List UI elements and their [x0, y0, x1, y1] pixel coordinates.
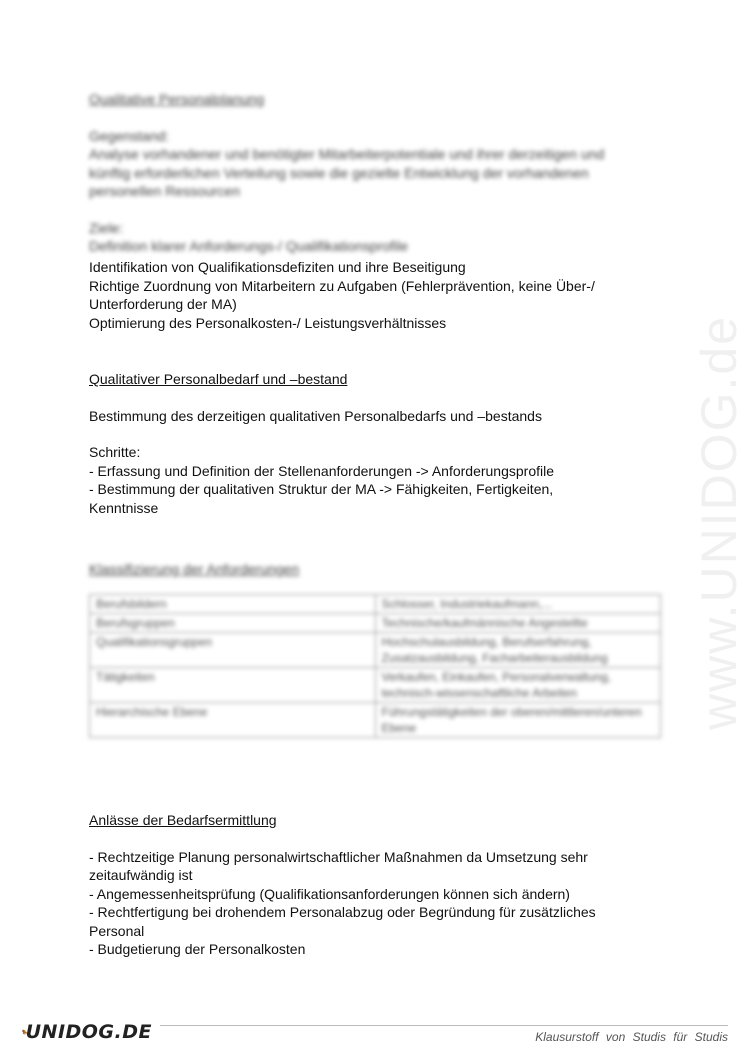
reason-item: - Budgetierung der Personalkosten — [89, 941, 306, 957]
footer-tagline: Klausurstoff von Studis für Studis — [535, 1030, 728, 1044]
table-cell: Hierarchische Ebene — [90, 703, 376, 738]
reason-item: - Rechtzeitige Planung personalwirtschaftlicher Maßnahmen da Umsetzung sehr — [89, 848, 588, 865]
table-cell: Qualifikationsgruppen — [90, 633, 376, 668]
ziele-blurred-line: Definition klarer Anforderungs-/ Qualifikationsprofile — [89, 238, 409, 254]
table-cell: Berufsgruppen — [90, 614, 376, 633]
gegenstand-line: künftig erforderlichen Verteilung sowie die gezielte Entwicklung der vorhandenen — [89, 164, 589, 181]
table-row — [90, 595, 661, 614]
table-cell: Schlosser, Industriekaufmann,... — [375, 595, 661, 614]
reason-item: - Angemessenheitsprüfung (Qualifikationsanforderungen können sich ändern) — [89, 885, 570, 902]
gegenstand-line: personellen Ressourcen — [89, 183, 240, 199]
reason-item: - Rechtfertigung bei drohendem Personalabzug oder Begründung für zusätzliches — [89, 904, 596, 920]
step-item: Kenntnisse — [89, 499, 159, 516]
step-item: - Erfassung und Definition der Stellenanforderungen -> Anforderungsprofile — [89, 462, 555, 479]
table-cell: Tätigkeiten — [90, 668, 376, 703]
ziele-item: Richtige Zuordnung von Mitarbeitern zu Aufgaben (Fehlerprävention, keine Über-/ — [89, 277, 595, 294]
table-row — [90, 633, 661, 668]
ziele-label: Ziele: — [89, 219, 124, 236]
reason-item: Personal — [89, 922, 145, 939]
gegenstand-label: Gegenstand: — [89, 127, 170, 144]
step-item: - Bestimmung der qualitativen Struktur der MA -> Fähigkeiten, Fertigkeiten, — [89, 481, 554, 497]
logo-text: UNIDOG.DE — [25, 1021, 152, 1043]
unidog-logo[interactable] — [22, 1012, 152, 1052]
table-cell: Verkaufen, Einkaufen, Personalverwaltung, technisch-wissenschaftliche Arbeiten — [375, 668, 661, 703]
ziele-list — [89, 258, 679, 332]
section-bedarfsermittlung — [89, 811, 679, 959]
ziele-item: Identifikation von Qualifikationsdefiziten und ihre Beseitigung — [89, 259, 466, 275]
requirements-table — [89, 594, 661, 738]
steps-label: Schritte: — [89, 444, 141, 460]
table-cell: Führungstätigkeiten der oberen/mittleren/unteren Ebene — [375, 703, 661, 738]
section-heading: Qualitativer Personalbedarf und –bestand — [89, 371, 348, 387]
table-cell: Technische/kaufmännische Angestellte — [375, 614, 661, 633]
section-qualitative-planung — [89, 90, 679, 256]
table-row — [90, 614, 661, 633]
section-personalbedarf — [89, 370, 679, 517]
table-row — [90, 703, 661, 738]
table-cell: Berufsbildern — [90, 595, 376, 614]
watermark: www.UNIDOG.de — [691, 315, 747, 730]
section-heading: Klassifizierung der Anforderungen — [89, 561, 300, 577]
ziele-item: Unterforderung der MA) — [89, 296, 237, 312]
ziele-item: Optimierung des Personalkosten-/ Leistungsverhältnisses — [89, 314, 447, 331]
section-intro: Bestimmung des derzeitigen qualitativen Personalbedarfs und –bestands — [89, 407, 542, 424]
section-heading: Anlässe der Bedarfsermittlung — [89, 812, 277, 828]
reason-item: zeitaufwändig ist — [89, 867, 193, 883]
section-klassifizierung — [89, 560, 679, 579]
section-heading: Qualitative Personalplanung — [89, 91, 265, 107]
gegenstand-line: Analyse vorhandener und benötigter Mitarbeiterpotentiale und ihrer derzeitigen und — [89, 146, 605, 162]
footer-divider — [160, 1025, 728, 1026]
table-cell: Hochschulausbildung, Berufserfahrung, Zusatzausbildung, Facharbeiterausbildung — [375, 633, 661, 668]
table-row — [90, 668, 661, 703]
